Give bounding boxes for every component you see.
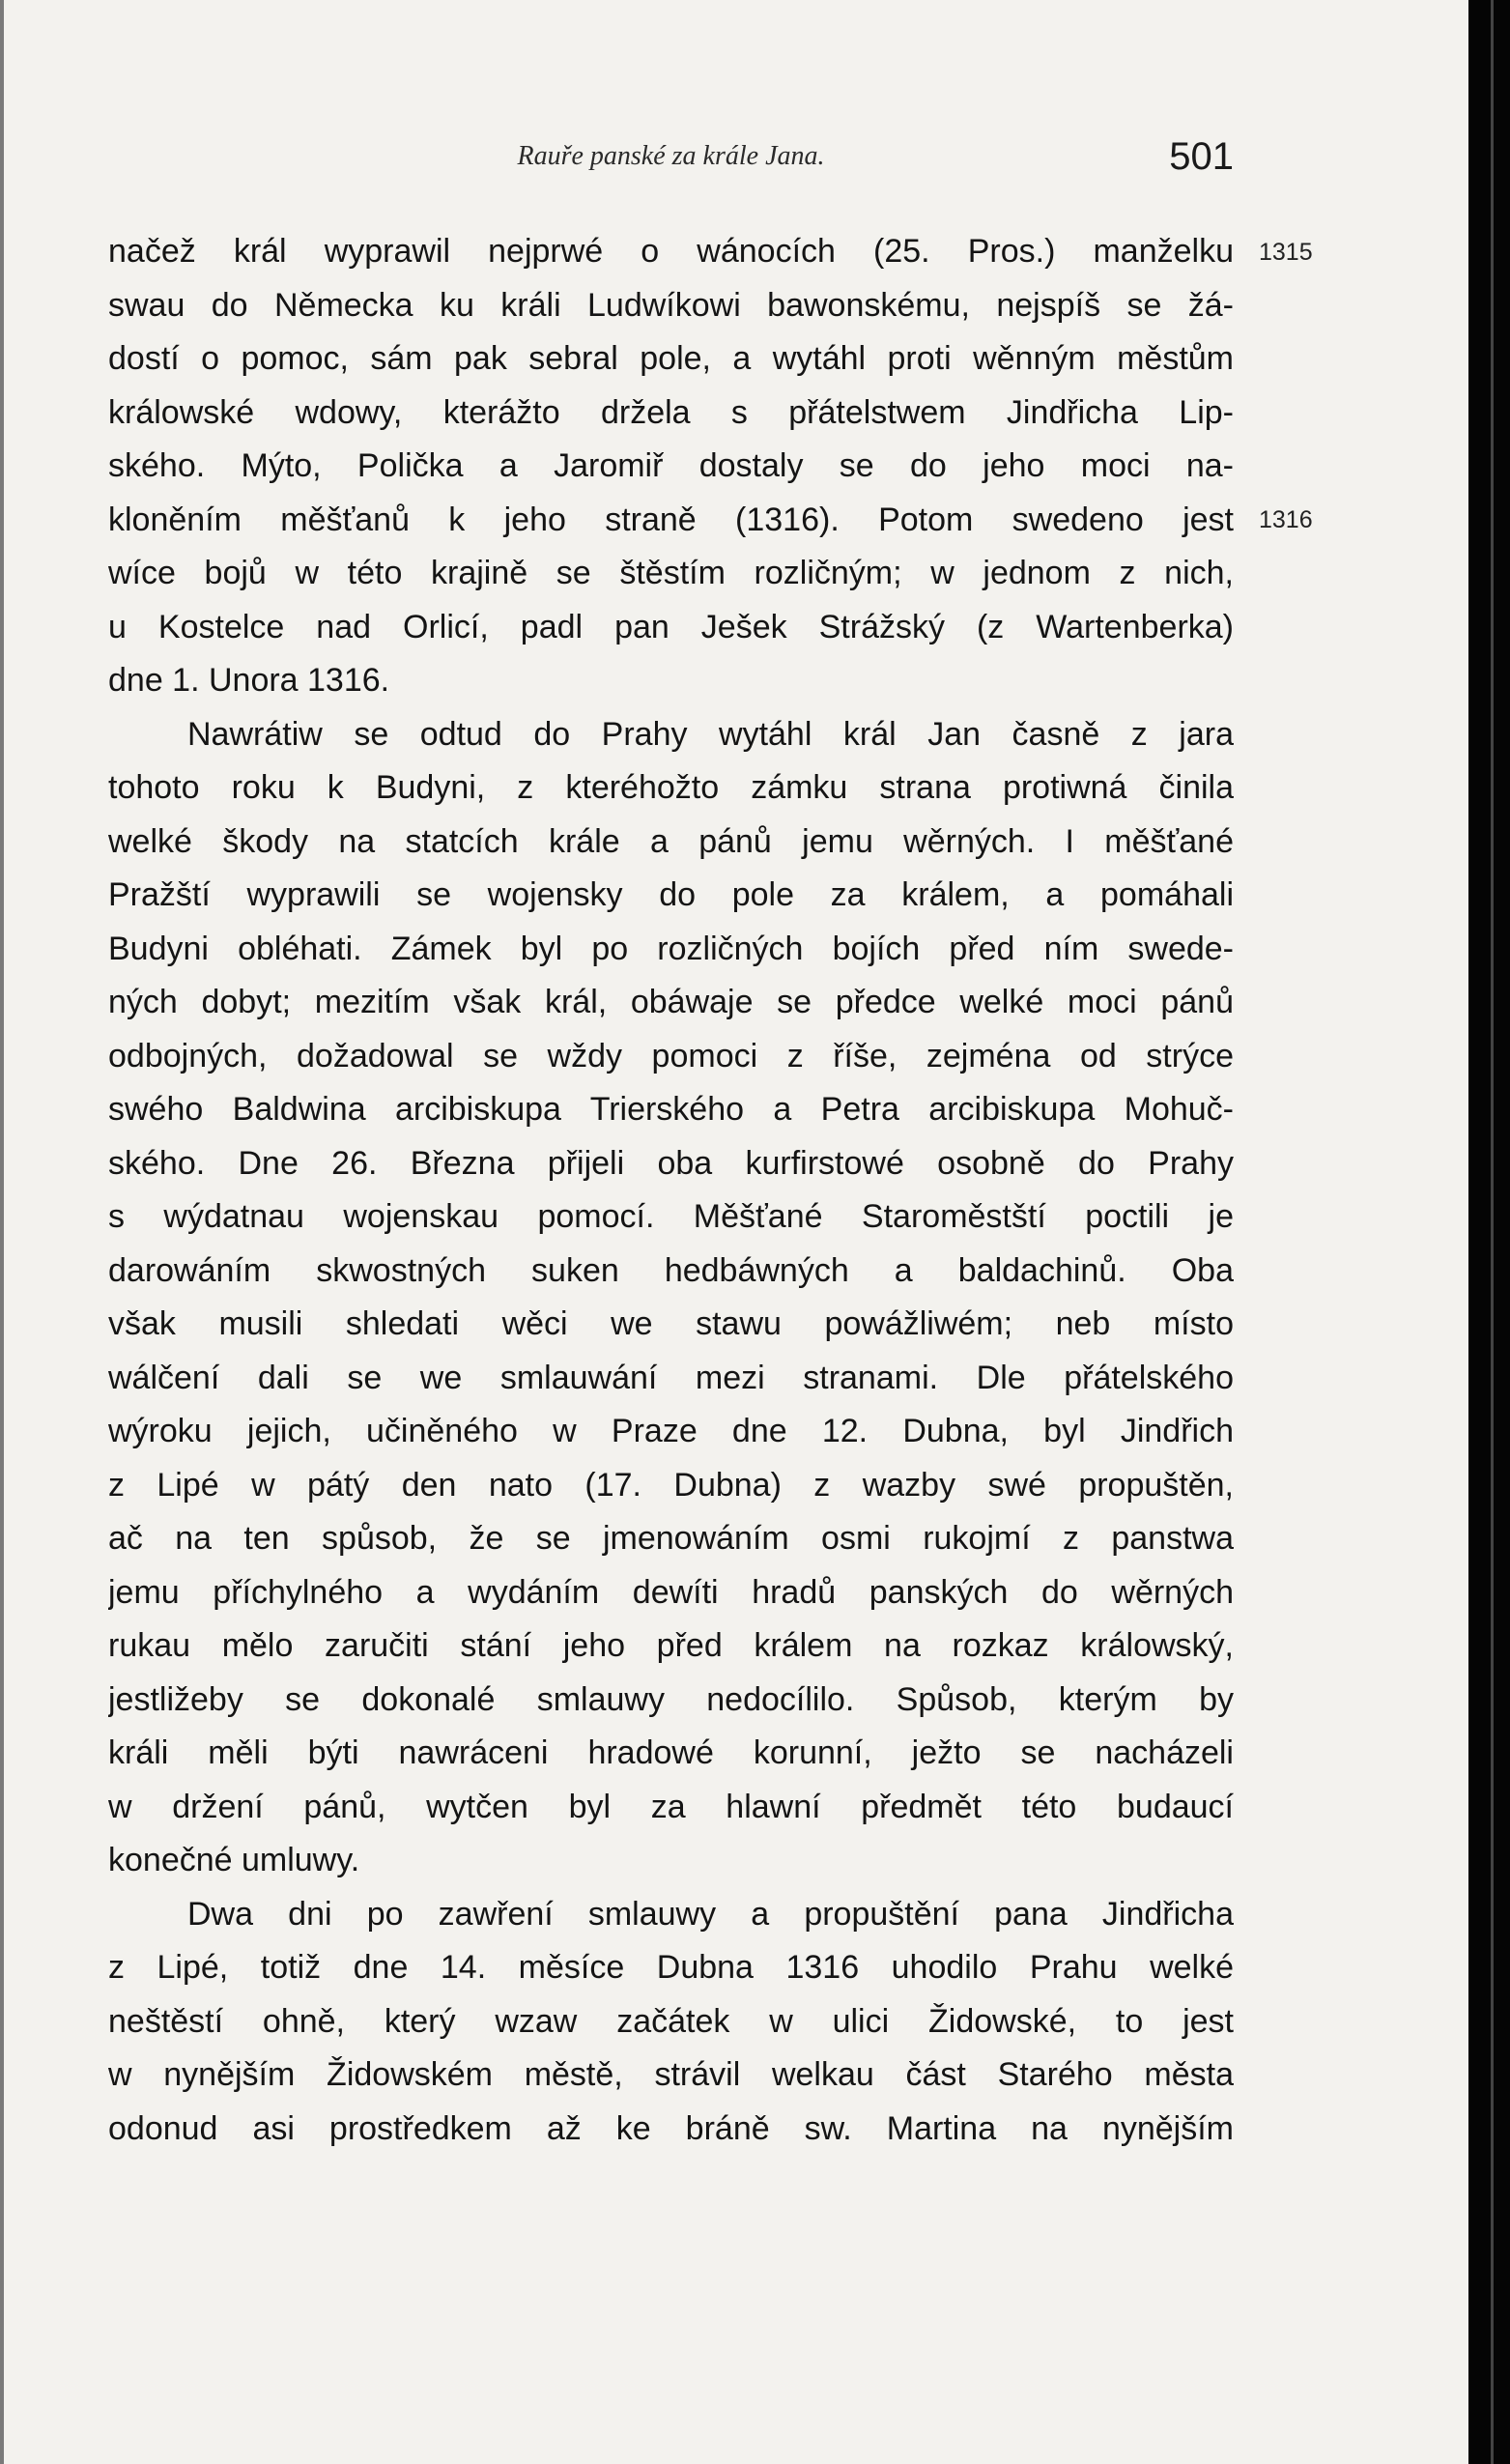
text-line: w držení pánů, wytčen byl za hlawní předmět této budaucí — [108, 1788, 1234, 1825]
text-line: ač na ten spůsob, že se jmenowáním osmi rukojmí z panstwa — [108, 1520, 1234, 1557]
text-line: dne 1. Unora 1316. — [108, 662, 390, 699]
text-line: s wýdatnau wojenskau pomocí. Měšťané Staroměstští poctili je — [108, 1198, 1234, 1235]
text-line: z Lipé, totiž dne 14. měsíce Dubna 1316 uhodilo Prahu welké — [108, 1949, 1234, 1986]
text-line: u Kostelce nad Orlicí, padl pan Ješek Strážský (z Wartenberka) — [108, 608, 1234, 645]
text-line: jemu příchylného a wydáním dewíti hradů panských do wěrných — [108, 1573, 1234, 1611]
text-line: tohoto roku k Budyni, z kteréhožto zámku strana protiwná činila — [108, 769, 1234, 806]
text-line: však musili shledati wěci we stawu powážliwém; neb místo — [108, 1305, 1234, 1342]
text-line: w nynějším Židowském městě, strávil welkau část Starého města — [108, 2056, 1234, 2093]
text-line: králi měli býti nawráceni hradowé korunní, ježto se nacházeli — [108, 1734, 1234, 1771]
marginal-year-1316: 1316 — [1259, 506, 1313, 533]
text-line: odbojných, dožadowal se wždy pomoci z říše, zejména od strýce — [108, 1037, 1234, 1074]
text-line: darowáním skwostných suken hedbáwných a baldachinů. Oba — [108, 1251, 1234, 1289]
text-line: z Lipé w pátý den nato (17. Dubna) z wazby swé propuštěn, — [108, 1466, 1234, 1504]
text-line: wýroku jejich, učiněného w Praze dne 12. Dubna, byl Jindřich — [108, 1413, 1234, 1449]
text-line: wálčení dali se we smlauwání mezi stranami. Dle přátelského — [108, 1359, 1234, 1396]
text-line: jestližeby se dokonalé smlauwy nedocílilo. Spůsob, kterým by — [108, 1680, 1234, 1718]
text-line: swau do Německa ku králi Ludwíkowi bawonskému, nejspíš se žá- — [108, 286, 1234, 324]
scan-edge-line — [1491, 0, 1494, 2464]
text-line: neštěstí ohně, který wzaw začátek w ulici Židowské, to jest — [108, 2002, 1234, 2040]
text-line: Dwa dni po zawření smlauwy a propuštění pana Jindřicha — [187, 1895, 1234, 1933]
text-line: Budyni obléhati. Zámek byl po rozličných bojích před ním swede- — [108, 930, 1234, 967]
page-header — [108, 135, 1234, 193]
text-line: odonud asi prostředkem až ke bráně sw. Martina na nynějším — [108, 2109, 1234, 2147]
text-line: welké škody na statcích krále a pánů jemu wěrných. I měšťané — [108, 822, 1234, 860]
text-line: králowské wdowy, kterážto držela s přátelstwem Jindřicha Lip- — [108, 393, 1234, 431]
text-line: rukau mělo zaručiti stání jeho před králem na rozkaz králowský, — [108, 1627, 1234, 1664]
text-line: wíce bojů w této krajině se štěstím rozličným; w jednom z nich, — [108, 555, 1234, 591]
text-line: konečné umluwy. — [108, 1842, 360, 1878]
running-title: Rauře panské za krále Jana. — [517, 141, 825, 171]
text-line: ského. Mýto, Polička a Jaromiř dostaly se do jeho moci na- — [108, 447, 1234, 484]
text-line: ského. Dne 26. Března přijeli oba kurfirstowé osobně do Prahy — [108, 1144, 1234, 1182]
text-line: kloněním měšťanů k jeho straně (1316). Potom swedeno jest — [108, 501, 1234, 538]
marginal-year-1315: 1315 — [1259, 239, 1313, 266]
text-line: ných dobyt; mezitím však král, obáwaje se předce welké moci pánů — [108, 984, 1234, 1020]
text-line: Nawrátiw se odtud do Prahy wytáhl král Jan časně z jara — [187, 715, 1234, 753]
text-line: dostí o pomoc, sám pak sebral pole, a wytáhl proti wěnným městům — [108, 340, 1234, 377]
page-left-edge — [0, 0, 4, 2464]
scan-background — [1468, 0, 1510, 2464]
page-number: 501 — [1169, 135, 1234, 178]
text-line: načež král wyprawil nejprwé o wánocích (25. Pros.) manželku — [108, 233, 1234, 270]
text-line: swého Baldwina arcibiskupa Trierského a Petra arcibiskupa Mohuč- — [108, 1091, 1234, 1128]
body-text — [108, 225, 1234, 2156]
text-line: Pražští wyprawili se wojensky do pole za králem, a pomáhali — [108, 876, 1234, 913]
